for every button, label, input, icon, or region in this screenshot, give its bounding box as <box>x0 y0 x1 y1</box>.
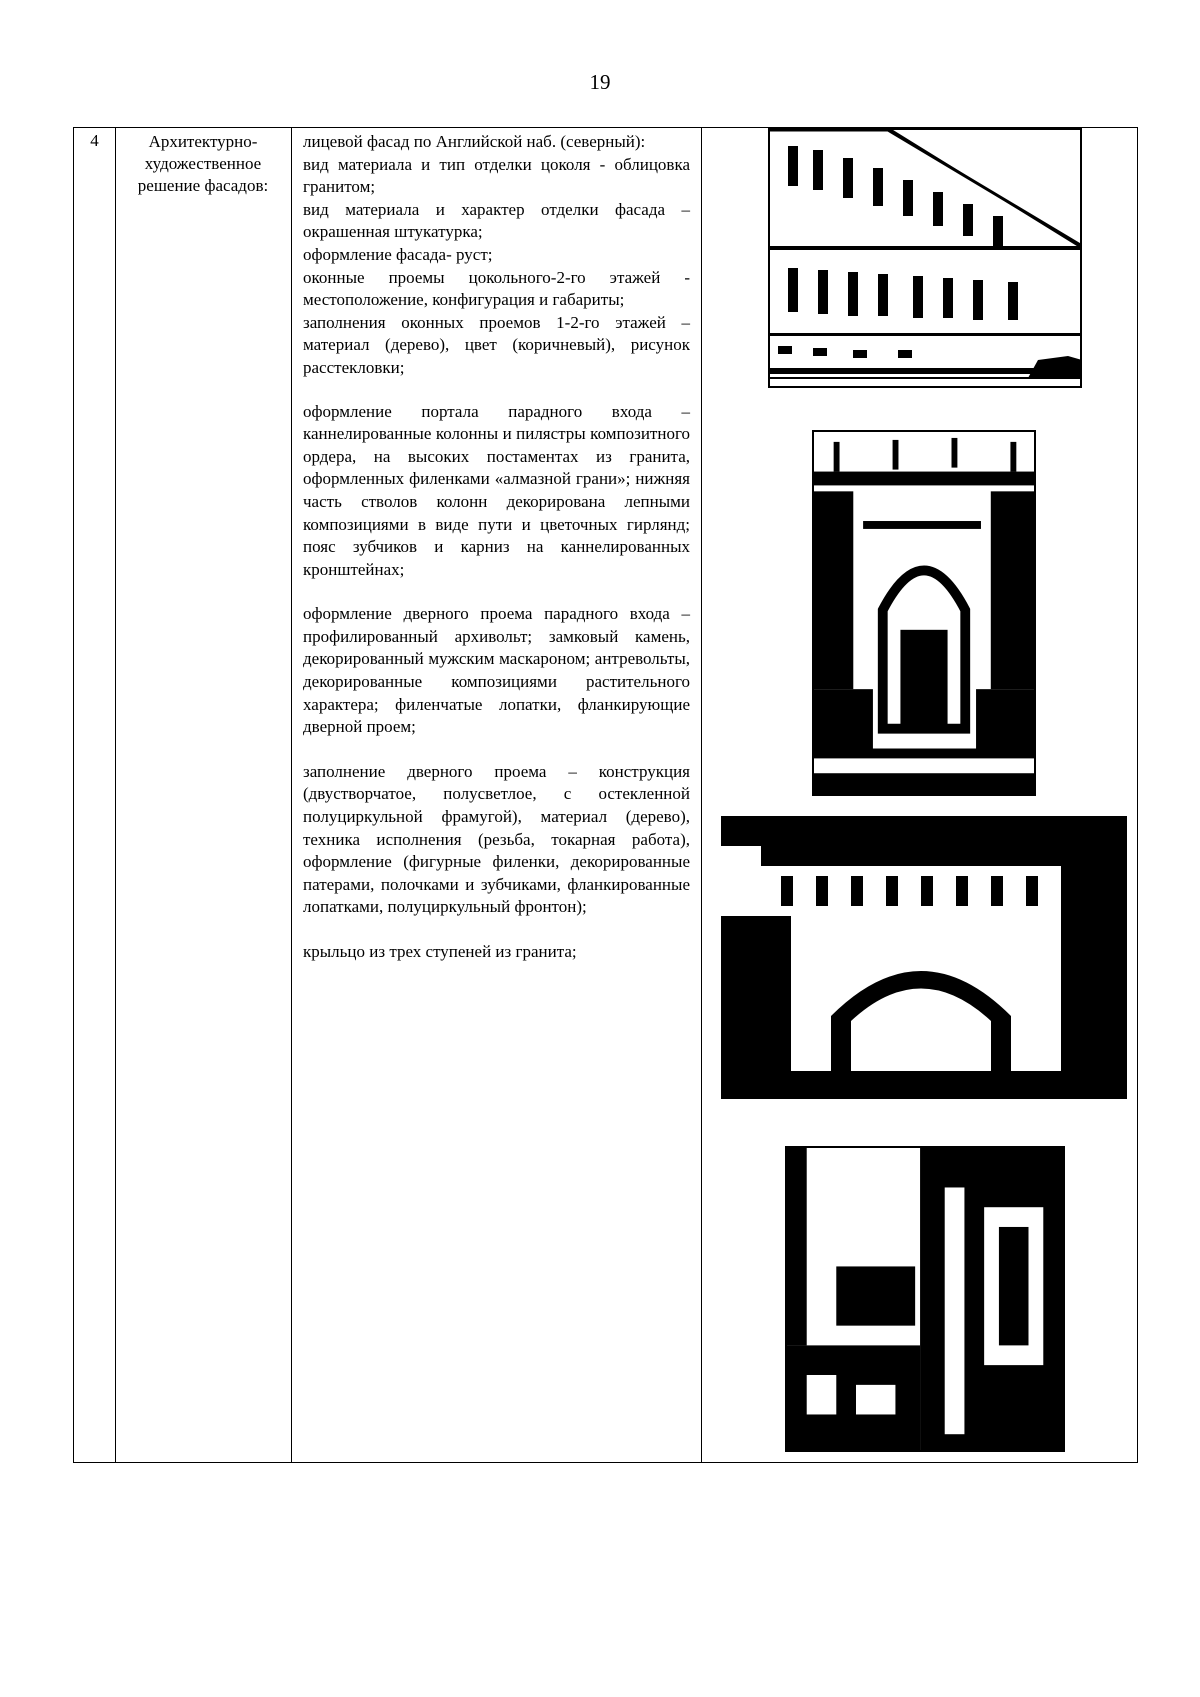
column-divider <box>701 128 702 1462</box>
row-number: 4 <box>90 131 99 150</box>
door-panel-photo <box>785 1146 1065 1452</box>
door-arch-photo <box>721 816 1127 1099</box>
door-filling-paragraph: заполнение дверного проема – конструкция (двустворчатое, полусветлое, с остекленной полуциркульной фрамугой), материал (дерево), техника исполнения (резьба, токарная работа), оформление (фигурные филенки, декорированные патерами, полочками и зубчиками, фланкированные лопатками, полуциркульный фронтон); <box>303 761 690 917</box>
portal-photo <box>812 430 1036 796</box>
porch-paragraph: крыльцо из трех ступеней из гранита; <box>303 942 577 961</box>
facade-photo <box>768 128 1082 388</box>
portal-paragraph: оформление портала парадного входа – каннелированные колонны и пилястры композитного ордера, на высоких постаментах из гранита, оформленных филенками «алмазной грани»; нижняя часть стволов колонн декорирована лепными композициями в виде пути и цветочных гирлянд; пояс зубчиков и карниз на каннелированных кронштейнах; <box>303 401 690 579</box>
facade-paragraph: лицевой фасад по Английской наб. (северный): вид материала и тип отделки цоколя - облицовка гранитом; вид материала и характер отделки фасада – окрашенная штукатурка; оформление фасада- руст; оконные проемы цокольного-2-го этажей - местоположение, конфигурация и габариты; заполнения оконных проемов 1-2-го этажей – материал (дерево), цвет (коричневый), рисунок расстекловки; <box>303 132 690 377</box>
column-divider <box>291 128 292 1462</box>
door-opening-paragraph: оформление дверного проема парадного входа – профилированный архивольт; замковый камень, декорированный мужским маскароном; антревольты, декорированные композициями растительного характера; филенчатые лопатки, фланкирующие дверной проем; <box>303 604 690 737</box>
section-title: Архитектурно-художественное решение фасадов: <box>137 132 269 195</box>
page-number: 19 <box>589 70 611 94</box>
column-divider <box>115 128 116 1462</box>
description-cell <box>303 131 690 986</box>
